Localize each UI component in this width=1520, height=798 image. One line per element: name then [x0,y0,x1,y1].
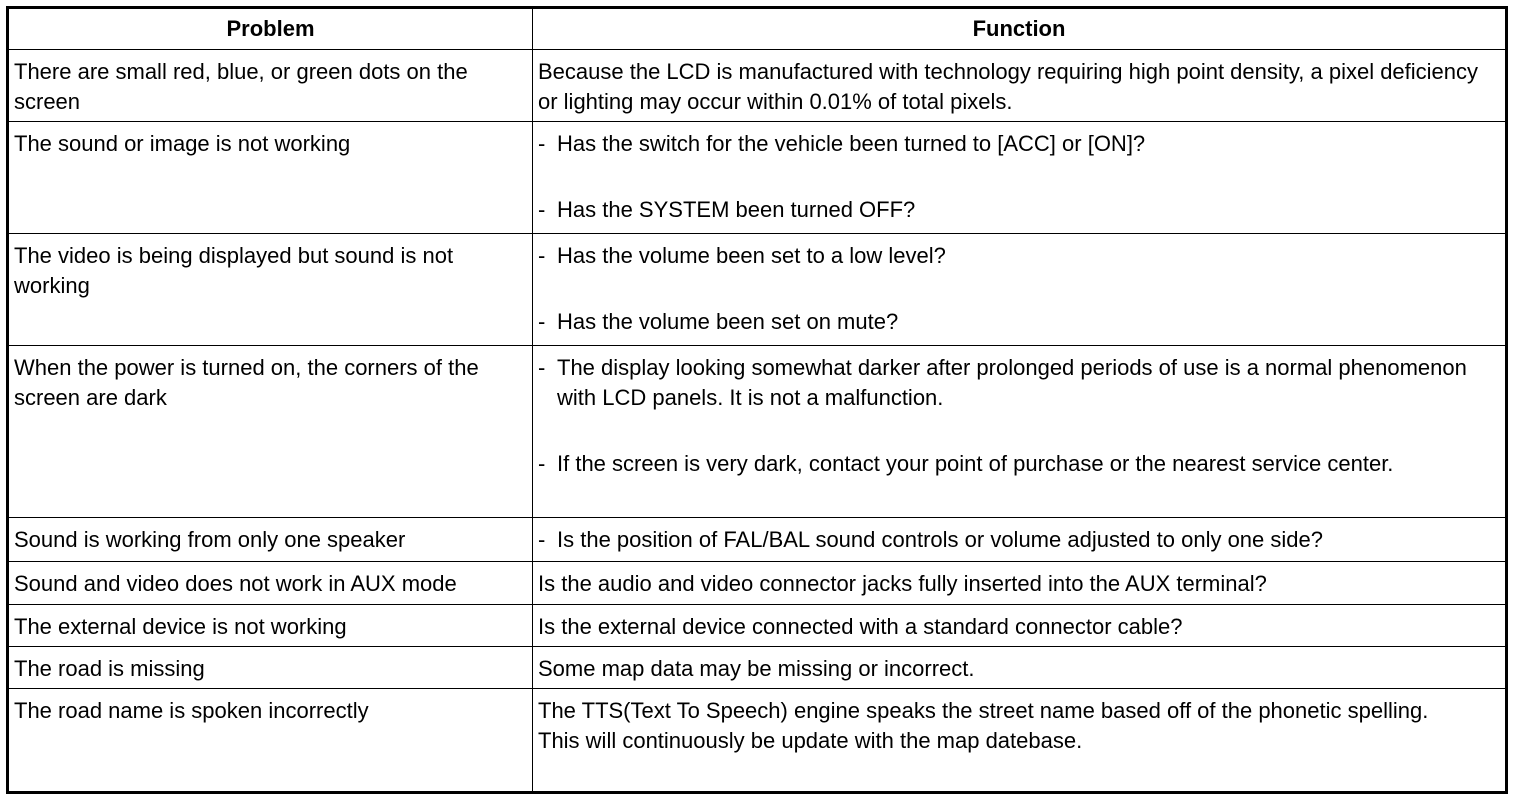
function-item-text: Is the position of FAL/BAL sound controls or volume adjusted to only one side? [557,527,1323,552]
function-cell [533,234,1507,346]
table-row [8,122,1507,234]
function-item [538,129,1500,159]
dash-marker: - [538,197,546,222]
table-row [8,562,1507,605]
dash-marker: - [538,243,546,268]
function-cell: Some map data may be missing or incorrect. [533,647,1507,689]
function-line: This will continuously be update with the map datebase. [538,728,1083,753]
problem-cell: The road is missing [8,647,533,689]
table-row [8,518,1507,562]
dash-marker: - [538,131,546,156]
table-row [8,234,1507,346]
function-cell [533,518,1507,562]
header-function: Function [533,8,1507,50]
table-row [8,647,1507,689]
problem-cell: There are small red, blue, or green dots on the screen [8,50,533,122]
function-cell [533,689,1507,793]
function-line: The TTS(Text To Speech) engine speaks the street name based off of the phonetic spelling. [538,698,1429,723]
problem-cell: The road name is spoken incorrectly [8,689,533,793]
function-cell: Is the audio and video connector jacks fully inserted into the AUX terminal? [533,562,1507,605]
table-row [8,346,1507,518]
header-row [8,8,1507,50]
function-item-text: Has the switch for the vehicle been turned to [ACC] or [ON]? [557,131,1146,156]
function-item [538,195,1500,225]
dash-marker: - [538,451,546,476]
dash-marker: - [538,309,546,334]
problem-cell: Sound is working from only one speaker [8,518,533,562]
function-cell: Is the external device connected with a standard connector cable? [533,605,1507,647]
problem-cell: The video is being displayed but sound is not working [8,234,533,346]
problem-cell: The external device is not working [8,605,533,647]
function-cell: Because the LCD is manufactured with technology requiring high point density, a pixel deficiency or lighting may occur within 0.01% of total pixels. [533,50,1507,122]
function-cell [533,122,1507,234]
dash-marker: - [538,527,546,552]
function-cell [533,346,1507,518]
function-item-text: Has the SYSTEM been turned OFF? [557,197,916,222]
function-item-text: If the screen is very dark, contact your point of purchase or the nearest service center. [557,451,1394,476]
header-problem: Problem [8,8,533,50]
problem-cell: The sound or image is not working [8,122,533,234]
function-item-text: Has the volume been set to a low level? [557,243,946,268]
function-item-text: The display looking somewhat darker after prolonged periods of use is a normal phenomenon with LCD panels. It is not a malfunction. [557,355,1467,410]
table-row [8,50,1507,122]
table-row [8,689,1507,793]
problem-cell: Sound and video does not work in AUX mode [8,562,533,605]
function-item-text: Has the volume been set on mute? [557,309,899,334]
function-item [538,449,1500,479]
troubleshooting-table [6,6,1508,794]
problem-cell: When the power is turned on, the corners of the screen are dark [8,346,533,518]
function-item [538,307,1500,337]
dash-marker: - [538,355,546,380]
function-item [538,525,1500,555]
function-item [538,241,1500,271]
table-row [8,605,1507,647]
function-item [538,353,1500,413]
